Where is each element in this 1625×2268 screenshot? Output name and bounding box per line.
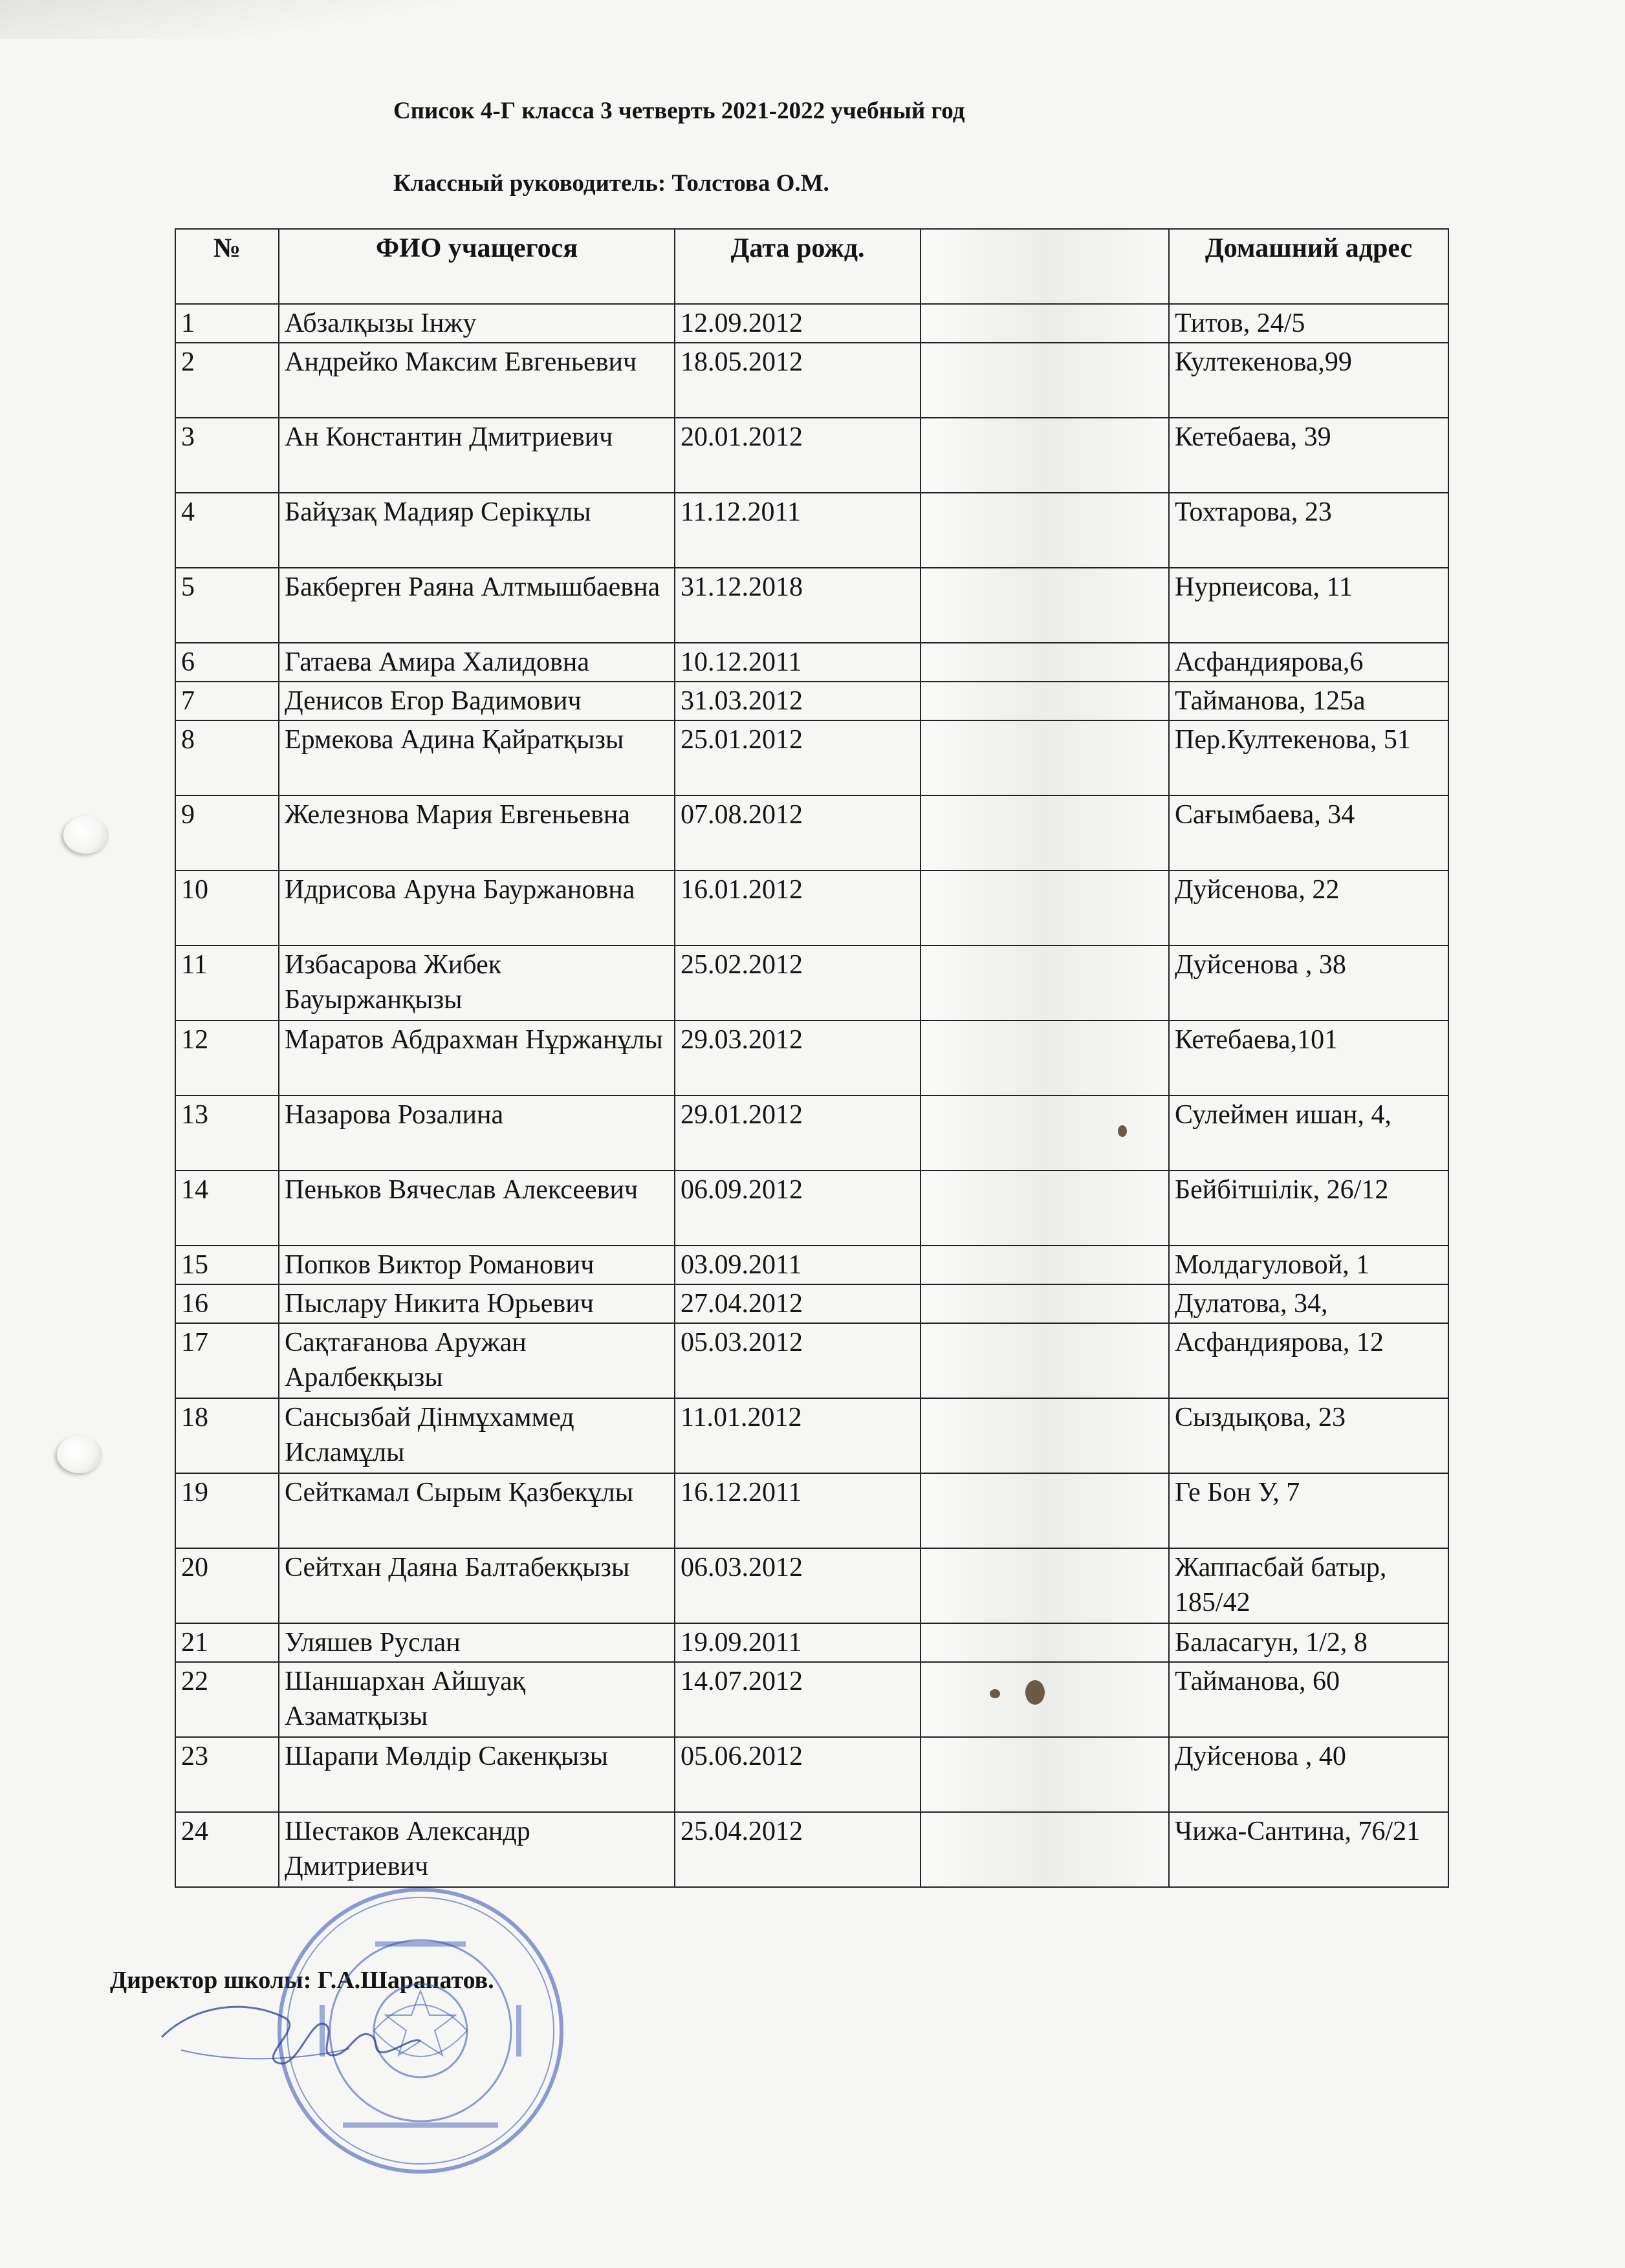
cell-number: 19 [175,1473,279,1548]
cell-number: 10 [175,870,279,945]
cell-number: 11 [175,945,279,1021]
cell-student-name: Попков Виктор Романович [279,1246,675,1284]
cell-home-address: Жаппасбай батыр, 185/42 [1169,1548,1448,1623]
paper-speck [1025,1680,1045,1705]
table-row [175,1737,1448,1812]
punch-hole-lower [57,1436,102,1473]
table-row [175,568,1448,643]
cell-birth-date: 16.12.2011 [675,1473,921,1548]
table-row [175,1171,1448,1246]
cell-student-name: Ан Константин Дмитриевич [279,418,675,493]
paper-speck [1118,1125,1127,1137]
header-birth-date: Дата рожд. [675,229,921,304]
cell-number: 2 [175,343,279,418]
cell-home-address: Молдагуловой, 1 [1169,1246,1448,1284]
table-row [175,1323,1448,1398]
cell-student-name: Уляшев Руслан [279,1623,675,1662]
cell-number: 5 [175,568,279,643]
cell-number: 23 [175,1737,279,1812]
table-header-row [175,229,1448,304]
table-row [175,493,1448,568]
table-row [175,343,1448,418]
cell-student-name: Железнова Мария Евгеньевна [279,795,675,870]
cell-home-address: Титов, 24/5 [1169,304,1448,343]
cell-birth-date: 07.08.2012 [675,795,921,870]
table-row [175,1473,1448,1548]
table-row [175,1662,1448,1737]
cell-number: 13 [175,1096,279,1171]
table-row [175,1548,1448,1623]
table-row [175,870,1448,945]
cell-student-name: Пеньков Вячеслав Алексеевич [279,1171,675,1246]
cell-birth-date: 31.03.2012 [675,682,921,720]
cell-student-name: Маратов Абдрахман Нұржанұлы [279,1021,675,1096]
cell-student-name: Сансызбай Дінмұхаммед Исламұлы [279,1398,675,1473]
cell-student-name: Шарапи Мөлдір Сакенқызы [279,1737,675,1812]
cell-redacted [921,493,1169,568]
cell-number: 12 [175,1021,279,1096]
paper-speck [990,1689,1000,1698]
punch-hole-upper [63,816,109,854]
cell-redacted [921,418,1169,493]
scanned-page-shadow [0,0,466,39]
cell-birth-date: 10.12.2011 [675,643,921,682]
cell-student-name: Гатаева Амира Халидовна [279,643,675,682]
cell-home-address: Баласагун, 1/2, 8 [1169,1623,1448,1662]
cell-student-name: Денисов Егор Вадимович [279,682,675,720]
cell-home-address: Тайманова, 60 [1169,1662,1448,1737]
cell-home-address: Кетебаева, 39 [1169,418,1448,493]
cell-student-name: Шаншархан Айшуақ Азаматқызы [279,1662,675,1737]
cell-home-address: Нурпеисова, 11 [1169,568,1448,643]
cell-redacted [921,1096,1169,1171]
cell-number: 8 [175,720,279,795]
cell-home-address: Бейбітшілік, 26/12 [1169,1171,1448,1246]
table-row [175,795,1448,870]
cell-redacted [921,795,1169,870]
cell-birth-date: 19.09.2011 [675,1623,921,1662]
cell-student-name: Идрисова Аруна Бауржановна [279,870,675,945]
cell-home-address: Тохтарова, 23 [1169,493,1448,568]
cell-redacted [921,870,1169,945]
cell-redacted [921,1812,1169,1887]
document-title: Список 4-Г класса 3 четверть 2021-2022 учебный год [393,98,965,124]
cell-redacted [921,945,1169,1021]
table-row [175,1398,1448,1473]
cell-home-address: Кетебаева,101 [1169,1021,1448,1096]
cell-birth-date: 20.01.2012 [675,418,921,493]
cell-number: 1 [175,304,279,343]
cell-redacted [921,643,1169,682]
cell-home-address: Сағымбаева, 34 [1169,795,1448,870]
table-row [175,1096,1448,1171]
cell-student-name: Сейткамал Сырым Қазбекұлы [279,1473,675,1548]
table-row [175,1812,1448,1887]
cell-birth-date: 29.03.2012 [675,1021,921,1096]
cell-redacted [921,1623,1169,1662]
cell-home-address: Асфандиярова,6 [1169,643,1448,682]
cell-birth-date: 18.05.2012 [675,343,921,418]
cell-birth-date: 05.03.2012 [675,1323,921,1398]
cell-number: 15 [175,1246,279,1284]
table-row [175,1284,1448,1323]
cell-birth-date: 12.09.2012 [675,304,921,343]
cell-number: 14 [175,1171,279,1246]
cell-number: 22 [175,1662,279,1737]
cell-home-address: Сулеймен ишан, 4, [1169,1096,1448,1171]
cell-student-name: Ермекова Адина Қайратқызы [279,720,675,795]
cell-redacted [921,1323,1169,1398]
cell-home-address: Пер.Култекенова, 51 [1169,720,1448,795]
cell-student-name: Бакберген Раяна Алтмышбаевна [279,568,675,643]
cell-home-address: Дулатова, 34, [1169,1284,1448,1323]
cell-number: 18 [175,1398,279,1473]
cell-birth-date: 27.04.2012 [675,1284,921,1323]
cell-redacted [921,1548,1169,1623]
cell-redacted [921,682,1169,720]
header-student-name: ФИО учащегося [279,229,675,304]
cell-birth-date: 11.12.2011 [675,493,921,568]
cell-birth-date: 05.06.2012 [675,1737,921,1812]
cell-number: 9 [175,795,279,870]
cell-redacted [921,304,1169,343]
header-home-address: Домашний адрес [1169,229,1448,304]
cell-redacted [921,1398,1169,1473]
cell-home-address: Чижа-Сантина, 76/21 [1169,1812,1448,1887]
cell-student-name: Шестаков Александр Дмитриевич [279,1812,675,1887]
cell-number: 20 [175,1548,279,1623]
cell-redacted [921,568,1169,643]
header-redacted-column [921,229,1169,304]
cell-student-name: Сейтхан Даяна Балтабекқызы [279,1548,675,1623]
cell-redacted [921,720,1169,795]
cell-redacted [921,343,1169,418]
table-row [175,720,1448,795]
director-signature-line: Директор школы: Г.А.Шарапатов. [110,1967,494,1994]
cell-number: 24 [175,1812,279,1887]
table-row [175,304,1448,343]
cell-student-name: Сақтағанова Аружан Аралбекқызы [279,1323,675,1398]
cell-redacted [921,1171,1169,1246]
cell-redacted [921,1662,1169,1737]
cell-student-name: Назарова Розалина [279,1096,675,1171]
cell-redacted [921,1473,1169,1548]
class-teacher-line: Классный руководитель: Толстова О.М. [393,170,829,197]
cell-redacted [921,1246,1169,1284]
cell-home-address: Ге Бон У, 7 [1169,1473,1448,1548]
cell-number: 16 [175,1284,279,1323]
cell-birth-date: 11.01.2012 [675,1398,921,1473]
table-row [175,418,1448,493]
cell-home-address: Дуйсенова, 22 [1169,870,1448,945]
cell-number: 4 [175,493,279,568]
cell-redacted [921,1284,1169,1323]
cell-student-name: Байұзақ Мадияр Серікұлы [279,493,675,568]
cell-student-name: Абзалқызы Інжу [279,304,675,343]
cell-birth-date: 06.03.2012 [675,1548,921,1623]
student-list-table [175,228,1449,1888]
cell-home-address: Дуйсенова , 38 [1169,945,1448,1021]
cell-number: 6 [175,643,279,682]
cell-birth-date: 25.01.2012 [675,720,921,795]
table-row [175,1021,1448,1096]
cell-number: 3 [175,418,279,493]
cell-birth-date: 14.07.2012 [675,1662,921,1737]
cell-birth-date: 06.09.2012 [675,1171,921,1246]
cell-number: 17 [175,1323,279,1398]
table-row [175,1246,1448,1284]
cell-home-address: Тайманова, 125а [1169,682,1448,720]
cell-birth-date: 29.01.2012 [675,1096,921,1171]
handwritten-signature [155,1979,427,2108]
cell-birth-date: 31.12.2018 [675,568,921,643]
header-number: № [175,229,279,304]
cell-number: 21 [175,1623,279,1662]
table-row [175,1623,1448,1662]
cell-redacted [921,1021,1169,1096]
cell-birth-date: 25.02.2012 [675,945,921,1021]
cell-birth-date: 16.01.2012 [675,870,921,945]
cell-home-address: Сыздықова, 23 [1169,1398,1448,1473]
cell-home-address: Култекенова,99 [1169,343,1448,418]
cell-birth-date: 25.04.2012 [675,1812,921,1887]
table-row [175,945,1448,1021]
cell-redacted [921,1737,1169,1812]
table-row [175,682,1448,720]
table-body [175,304,1448,1887]
cell-student-name: Избасарова Жибек Бауыржанқызы [279,945,675,1021]
cell-student-name: Андрейко Максим Евгеньевич [279,343,675,418]
cell-home-address: Дуйсенова , 40 [1169,1737,1448,1812]
cell-home-address: Асфандиярова, 12 [1169,1323,1448,1398]
cell-student-name: Пыслару Никита Юрьевич [279,1284,675,1323]
cell-number: 7 [175,682,279,720]
table-row [175,643,1448,682]
cell-birth-date: 03.09.2011 [675,1246,921,1284]
